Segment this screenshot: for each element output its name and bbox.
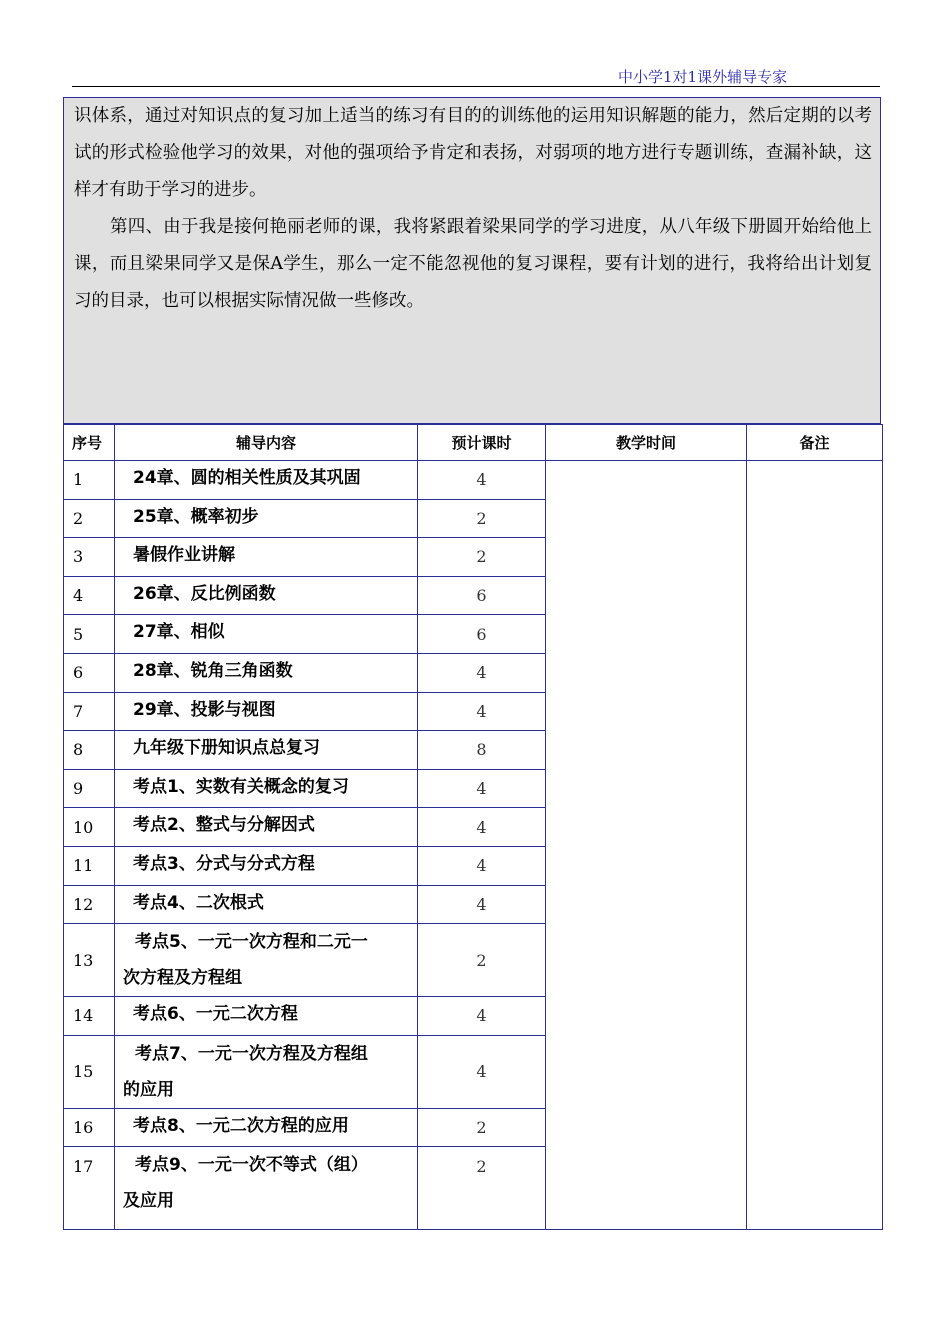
row-hours: 4 [418,846,546,885]
row-no: 9 [64,769,115,808]
header-no: 序号 [64,425,115,461]
row-hours: 4 [418,808,546,847]
row-content: 考点1、实数有关概念的复习 [115,769,418,808]
row-hours: 4 [418,653,546,692]
row-no: 11 [64,846,115,885]
header-note: 备注 [747,425,883,461]
row-no: 16 [64,1108,115,1147]
header-brand: 中小学1对1课外辅导专家 [618,68,788,86]
row-content [115,924,418,997]
row-content: 28章、锐角三角函数 [115,653,418,692]
row-no: 7 [64,692,115,731]
row-content: 24章、圆的相关性质及其巩固 [115,461,418,500]
table-header-row [64,425,883,461]
header-hours: 预计课时 [418,425,546,461]
row-hours: 2 [418,1108,546,1147]
row-content-line-1: 考点9、一元一次不等式（组） [135,1155,368,1176]
tutoring-plan-table [63,424,883,1230]
row-content: 29章、投影与视图 [115,692,418,731]
row-no: 10 [64,808,115,847]
row-content [115,1035,418,1108]
row-no: 6 [64,653,115,692]
row-content-line-1: 考点5、一元一次方程和二元一 [135,932,368,953]
row-no: 5 [64,615,115,654]
row-hours: 4 [418,885,546,924]
table-row [64,461,883,500]
row-content: 九年级下册知识点总复习 [115,731,418,770]
row-no: 3 [64,538,115,577]
row-no: 12 [64,885,115,924]
row-content: 26章、反比例函数 [115,576,418,615]
row-hours: 4 [418,1035,546,1108]
row-hours: 2 [418,538,546,577]
row-no: 14 [64,997,115,1036]
row-no: 15 [64,1035,115,1108]
row-hours: 4 [418,692,546,731]
row-hours: 2 [418,924,546,997]
header-content: 辅导内容 [115,425,418,461]
row-content: 暑假作业讲解 [115,538,418,577]
row-content: 25章、概率初步 [115,499,418,538]
row-content: 考点6、一元二次方程 [115,997,418,1036]
header-time: 教学时间 [546,425,747,461]
row-content: 考点4、二次根式 [115,885,418,924]
row-content [115,1147,418,1230]
row-hours: 6 [418,615,546,654]
row-hours: 4 [418,997,546,1036]
row-content: 考点3、分式与分式方程 [115,846,418,885]
teaching-time-cell [546,461,747,1230]
row-no: 17 [64,1147,115,1230]
row-content: 考点8、一元二次方程的应用 [115,1108,418,1147]
row-hours: 2 [418,1147,546,1230]
row-content: 考点2、整式与分解因式 [115,808,418,847]
row-no: 13 [64,924,115,997]
row-hours: 2 [418,499,546,538]
intro-box [63,97,881,424]
note-cell [747,461,883,1230]
intro-paragraph-2: 第四、由于我是接何艳丽老师的课，我将紧跟着梁果同学的学习进度，从八年级下册圆开始给他上课，而且梁果同学又是保A学生，那么一定不能忽视他的复习课程，要有计划的进行，我将给出计划复习的目录，也可以根据实际情况做一些修改。 [74,217,872,311]
row-no: 2 [64,499,115,538]
row-hours: 4 [418,769,546,808]
row-content: 27章、相似 [115,615,418,654]
row-no: 1 [64,461,115,500]
row-content-line-1: 考点7、一元一次方程及方程组 [135,1043,368,1064]
row-hours: 6 [418,576,546,615]
row-hours: 8 [418,731,546,770]
row-no: 8 [64,731,115,770]
row-content-line-2: 的应用 [123,1079,174,1100]
row-hours: 4 [418,461,546,500]
intro-paragraph-1: 识体系，通过对知识点的复习加上适当的练习有目的的训练他的运用知识解题的能力，然后定期的以考试的形式检验他学习的效果，对他的强项给予肯定和表扬，对弱项的地方进行专题训练，查漏补缺，这样才有助于学习的进步。 [74,106,872,200]
row-content-line-2: 及应用 [123,1191,174,1212]
row-no: 4 [64,576,115,615]
row-content-line-2: 次方程及方程组 [123,968,242,989]
header-rule [72,86,880,87]
